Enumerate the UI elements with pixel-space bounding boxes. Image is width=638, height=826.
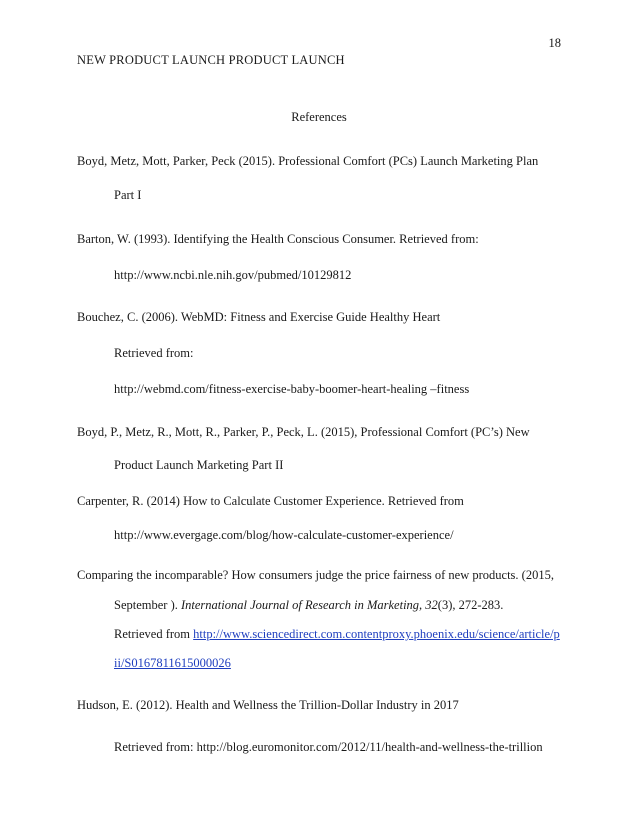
- retrieved-from-label: Retrieved from: [114, 627, 194, 641]
- journal-title: International Journal of Research in Marketing, 32: [181, 598, 438, 612]
- reference-hudson-2012-retrieved: Retrieved from: http://blog.euromonitor.com/2012/11/health-and-wellness-the-trillion: [114, 740, 543, 754]
- reference-carpenter-2014: Carpenter, R. (2014) How to Calculate Customer Experience. Retrieved from: [77, 494, 464, 508]
- reference-comparing-incomparable-link-cont: [114, 655, 231, 671]
- reference-hudson-2012: Hudson, E. (2012). Health and Wellness the Trillion-Dollar Industry in 2017: [77, 698, 459, 712]
- reference-bouchez-2006-retrieved: Retrieved from:: [114, 346, 194, 360]
- reference-bouchez-2006: Bouchez, C. (2006). WebMD: Fitness and Exercise Guide Healthy Heart: [77, 310, 441, 324]
- reference-barton-1993-url: http://www.ncbi.nle.nih.gov/pubmed/10129812: [114, 268, 352, 282]
- reference-boyd-2015-part-i-cont: Part I: [114, 188, 142, 202]
- reference-boyd-2015-part-i: Boyd, Metz, Mott, Parker, Peck (2015). Professional Comfort (PCs) Launch Marketing Plan: [77, 154, 539, 168]
- running-head: NEW PRODUCT LAUNCH PRODUCT LAUNCH: [77, 53, 345, 67]
- reference-bouchez-2006-url: http://webmd.com/fitness-exercise-baby-boomer-heart-healing –fitness: [114, 382, 470, 396]
- reference-boyd-2015-part-ii: Boyd, P., Metz, R., Mott, R., Parker, P., Peck, L. (2015), Professional Comfort (PC’s) New: [77, 425, 530, 439]
- reference-comparing-incomparable: Comparing the incomparable? How consumers judge the price fairness of new products. (2015,: [77, 568, 554, 582]
- reference-carpenter-2014-url: http://www.evergage.com/blog/how-calculate-customer-experience/: [114, 528, 454, 542]
- references-title: References: [291, 110, 347, 124]
- reference-comparing-incomparable-journal-line: [114, 597, 503, 613]
- reference-barton-1993: Barton, W. (1993). Identifying the Health Conscious Consumer. Retrieved from:: [77, 232, 479, 246]
- sciencedirect-link-cont[interactable]: ii/S0167811615000026: [114, 656, 231, 670]
- reference-date: September ).: [114, 598, 181, 612]
- page-number: 18: [548, 36, 561, 50]
- reference-comparing-incomparable-retrieved-line: [114, 626, 560, 642]
- sciencedirect-link[interactable]: http://www.sciencedirect.com.contentproxy.phoenix.edu/science/article/p: [193, 627, 560, 641]
- journal-issue-pages: (3), 272-283.: [437, 598, 504, 612]
- reference-boyd-2015-part-ii-cont: Product Launch Marketing Part II: [114, 458, 284, 472]
